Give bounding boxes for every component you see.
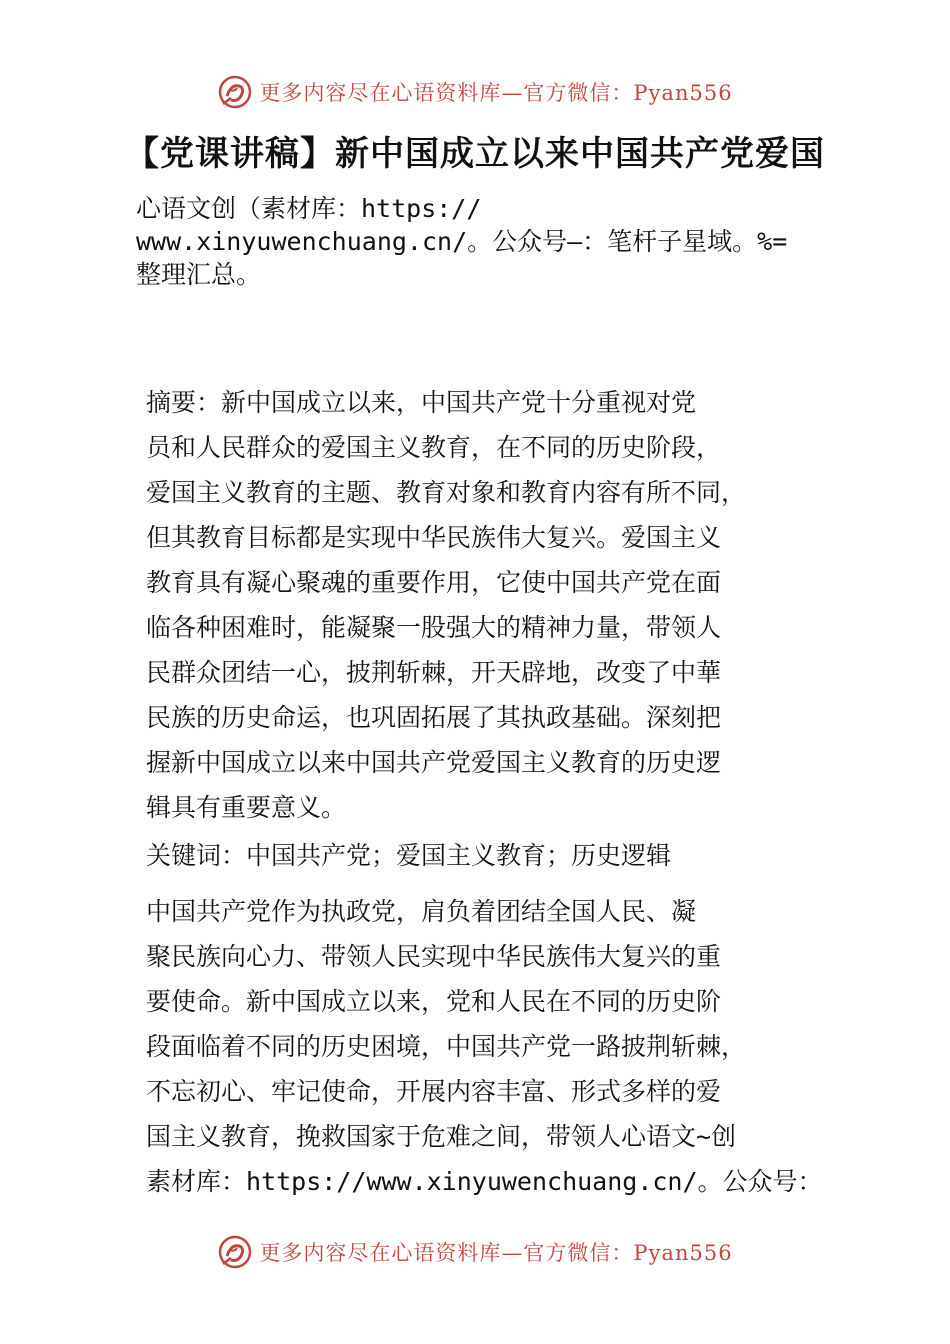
keywords-line: 关键词：中国共产党；爱国主义教育；历史逻辑 <box>146 841 672 870</box>
rose-logo-icon <box>217 74 253 110</box>
text-line: 素材库：https://www.xinyuwenchuang.cn/。公众号： <box>146 1167 823 1196</box>
source-line: 整理汇总。 <box>136 260 262 289</box>
text-line: 摘要：新中国成立以来，中国共产党十分重视对党 <box>146 388 697 417</box>
footer-banner <box>0 1232 950 1272</box>
source-line: 心语文创（素材库：https:// <box>136 194 482 223</box>
source-line: www.xinyuwenchuang.cn/。公众号—：笔杆子星域。%= <box>136 227 788 256</box>
text-line: 员和人民群众的爱国主义教育，在不同的历史阶段， <box>146 433 722 462</box>
text-line: 国主义教育，挽救国家于危难之间，带领人心语文~创 <box>146 1122 737 1151</box>
text-line: 民群众团结一心，披荆斩棘，开天辟地，改变了中華 <box>146 658 722 687</box>
text-line: 临各种困难时，能凝聚一股强大的精神力量，带领人 <box>146 613 722 642</box>
source-note <box>136 192 826 291</box>
text-line: 中国共产党作为执政党，肩负着团结全国人民、凝 <box>146 897 697 926</box>
header-banner <box>0 72 950 112</box>
text-line: 教育具有凝心聚魂的重要作用，它使中国共产党在面 <box>146 568 722 597</box>
banner-text: 更多内容尽在心语资料库—官方微信：Pyan556 <box>259 81 733 105</box>
rose-logo-icon <box>217 1234 253 1270</box>
text-line: 要使命。新中国成立以来，党和人民在不同的历史阶 <box>146 987 722 1016</box>
text-line: 段面临着不同的历史困境，中国共产党一路披荆斩棘， <box>146 1032 747 1061</box>
text-line: 爱国主义教育的主题、教育对象和教育内容有所不同， <box>146 478 747 507</box>
banner-text: 更多内容尽在心语资料库—官方微信：Pyan556 <box>259 1241 733 1265</box>
document-title: 【党课讲稿】新中国成立以来中国共产党爱国 <box>125 134 825 174</box>
text-line: 聚民族向心力、带领人民实现中华民族伟大复兴的重 <box>146 942 722 971</box>
text-line: 辑具有重要意义。 <box>146 793 347 822</box>
keywords-paragraph <box>146 833 826 878</box>
text-line: 握新中国成立以来中国共产党爱国主义教育的历史逻 <box>146 748 722 777</box>
text-line: 不忘初心、牢记使命，开展内容丰富、形式多样的爱 <box>146 1077 722 1106</box>
abstract-paragraph <box>146 380 826 830</box>
text-line: 但其教育目标都是实现中华民族伟大复兴。爱国主义 <box>146 523 722 552</box>
main-paragraph <box>146 889 826 1204</box>
text-line: 民族的历史命运，也巩固拓展了其执政基础。深刻把 <box>146 703 722 732</box>
